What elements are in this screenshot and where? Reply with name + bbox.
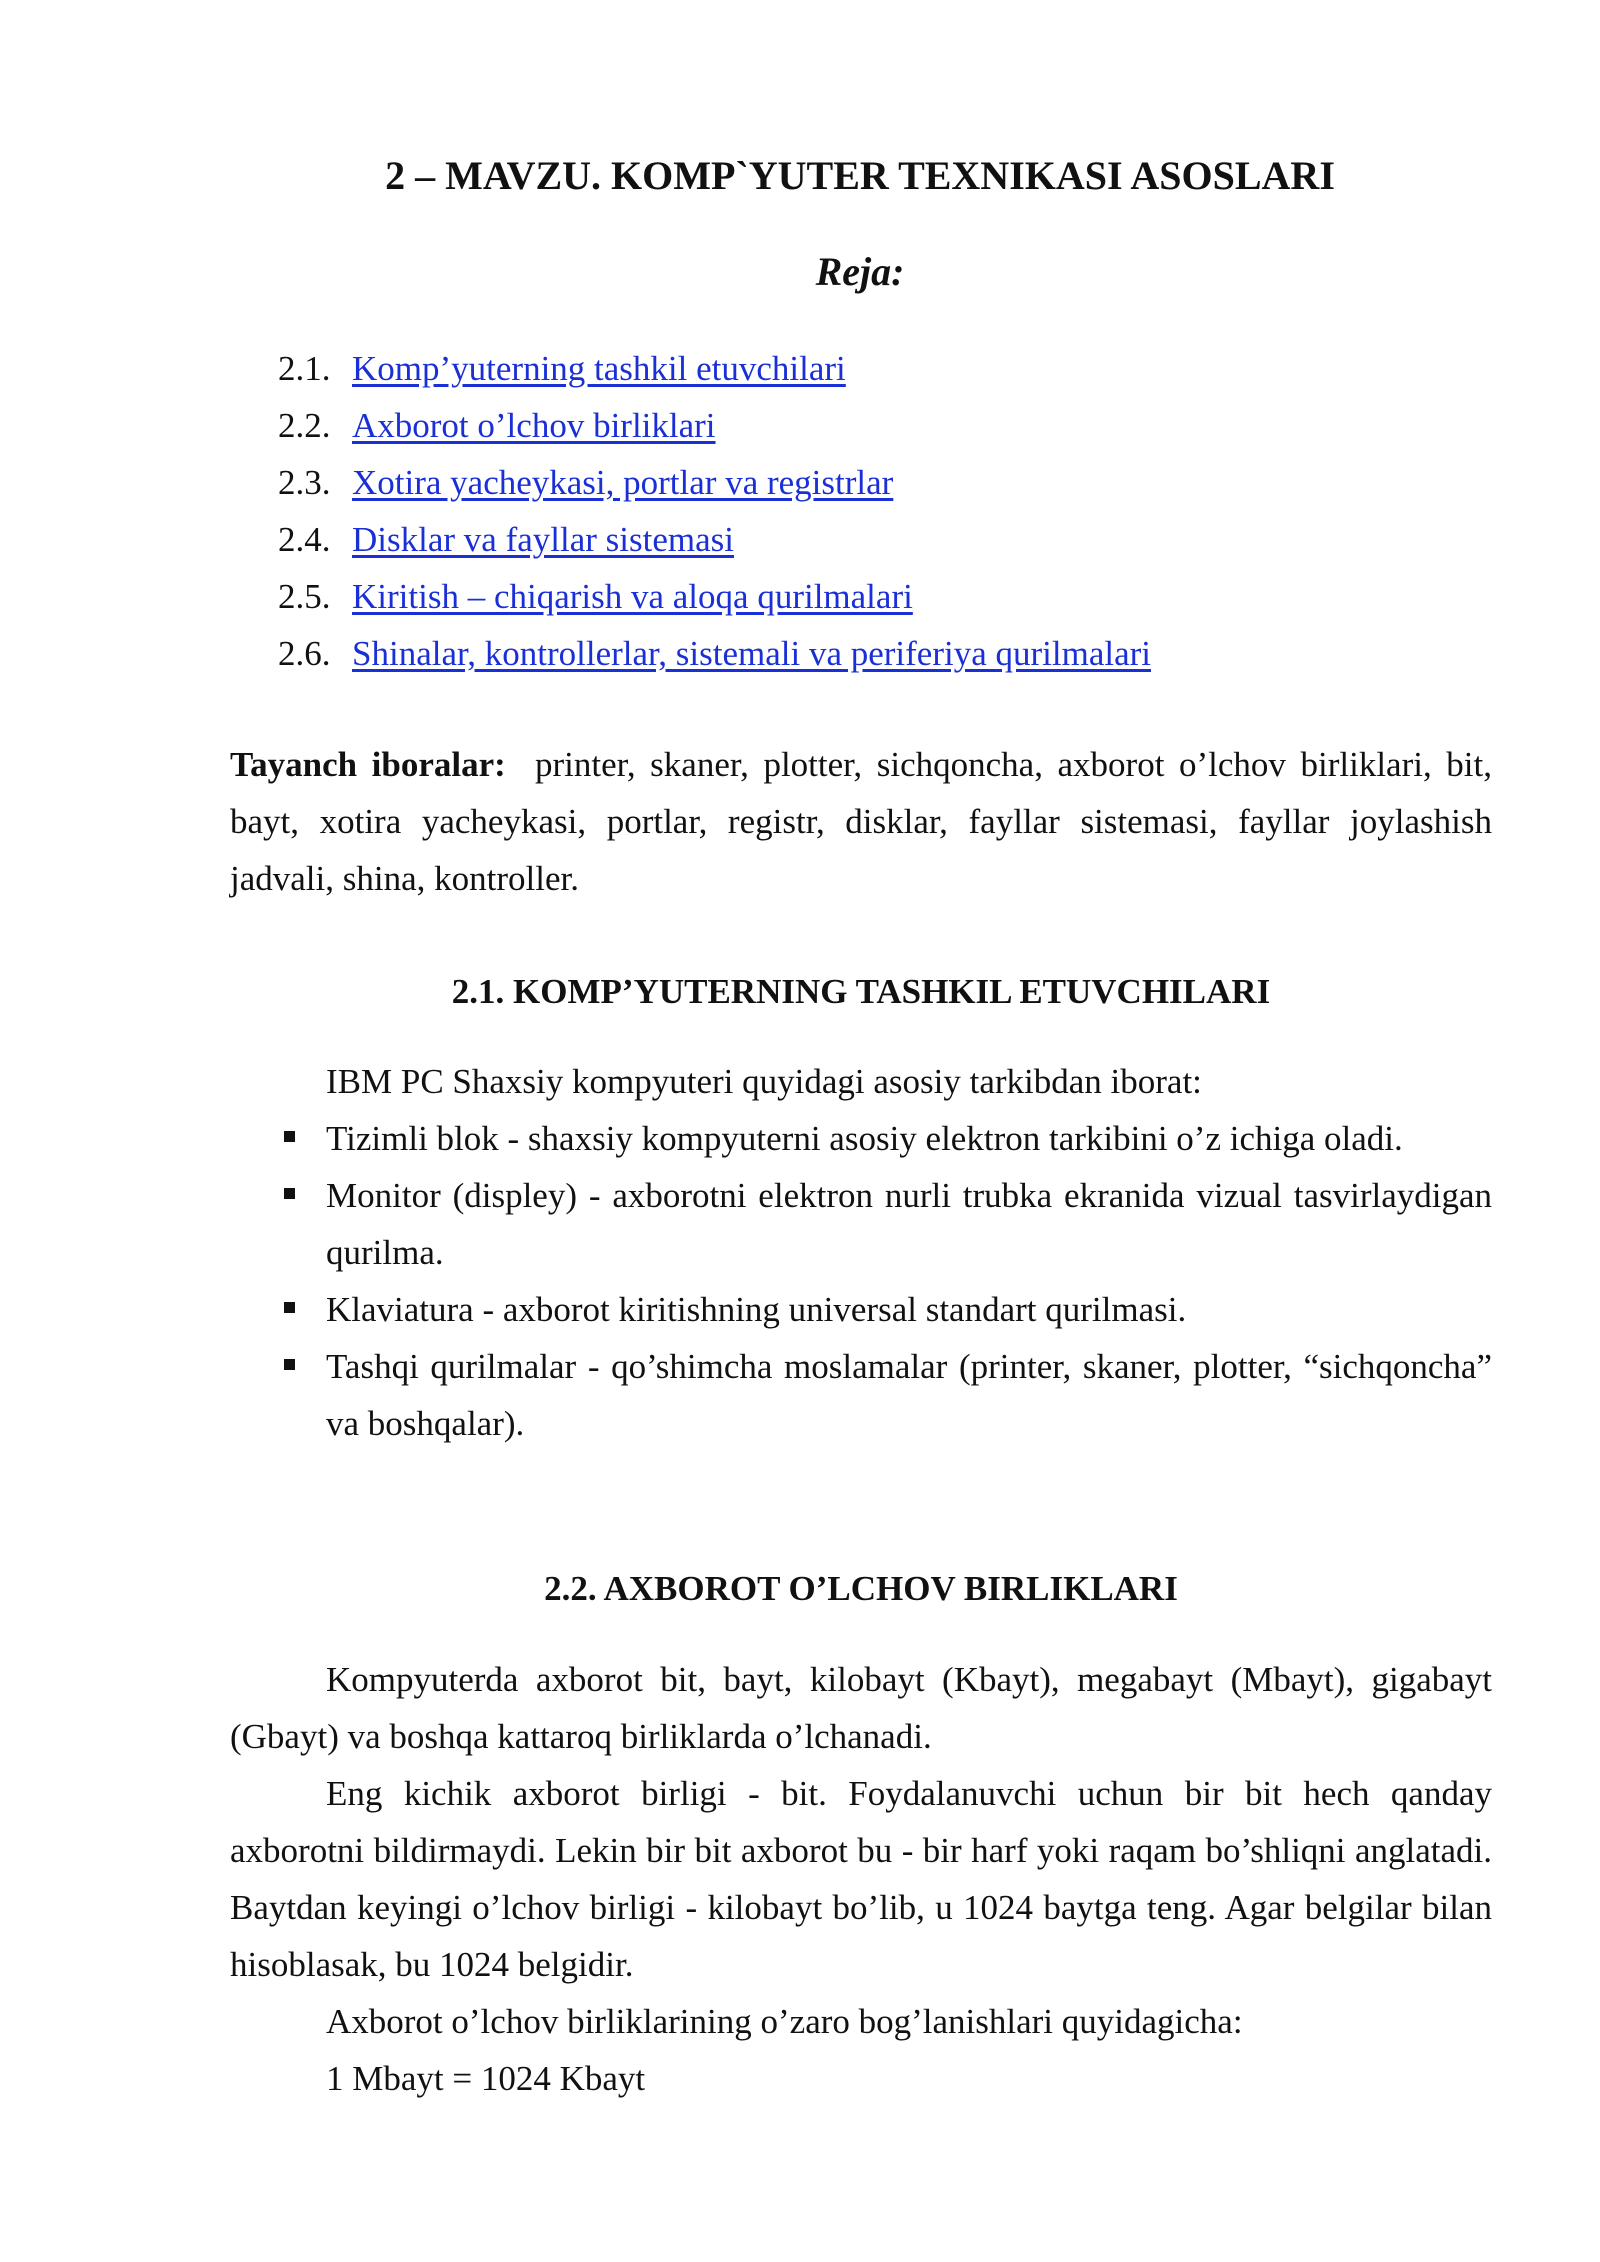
body-paragraph: Axborot o’lchov birliklarining o’zaro bog’lanishlari quyidagicha: (326, 2002, 1243, 2041)
toc-item (278, 454, 1151, 511)
components-list (230, 1110, 1492, 1452)
toc-item-number: 2.4. (278, 520, 331, 559)
toc-item-number: 2.3. (278, 463, 331, 502)
square-bullet-icon (284, 1188, 295, 1199)
section-body (230, 1651, 1492, 2107)
toc-item (278, 397, 1151, 454)
toc-link-2-3[interactable]: Xotira yacheykasi, portlar va registrlar (352, 463, 894, 502)
list-item-text: Klaviatura - axborot kiritishning universal standart qurilmasi. (326, 1290, 1187, 1329)
list-item (230, 1110, 1492, 1167)
list-item (230, 1281, 1492, 1338)
square-bullet-icon (284, 1131, 295, 1142)
toc-item (278, 511, 1151, 568)
list-item-text: Tashqi qurilmalar - qo’shimcha moslamalar (printer, skaner, plotter, “sichqoncha” va boshqalar). (326, 1347, 1492, 1443)
toc-link-2-4[interactable]: Disklar va fayllar sistemasi (352, 520, 734, 559)
toc-item-number: 2.5. (278, 577, 331, 616)
page-title: 2 – MAVZU. KOMP`YUTER TEXNIKASI ASOSLARI (385, 153, 1335, 198)
toc-item (278, 568, 1151, 625)
list-item (230, 1338, 1492, 1452)
keywords-text: printer, skaner, plotter, sichqoncha, axborot o’lchov birliklari, bit, bayt, xotira yacheykasi, portlar, registr, disklar, fayllar sistemasi, fayllar joylashish jadvali, shina, kontroller. (230, 745, 1492, 898)
section-heading-2-1: 2.1. KOMP’YUTERNING TASHKIL ETUVCHILARI (451, 972, 1271, 1011)
toc-item-number: 2.1. (278, 349, 331, 388)
toc-link-2-6[interactable]: Shinalar, kontrollerlar, sistemali va periferiya qurilmalari (352, 634, 1152, 673)
toc-item (278, 340, 1151, 397)
table-of-contents (278, 340, 1151, 682)
section-heading-2-2: 2.2. AXBOROT O’LCHOV BIRLIKLARI (544, 1569, 1178, 1608)
body-paragraph: 1 Mbayt = 1024 Kbayt (326, 2059, 646, 2098)
list-item-text: Tizimli blok - shaxsiy kompyuterni asosiy elektron tarkibini o’z ichiga oladi. (326, 1119, 1403, 1158)
toc-link-2-2[interactable]: Axborot o’lchov birliklari (352, 406, 716, 445)
toc-link-2-5[interactable]: Kiritish – chiqarish va aloqa qurilmalari (352, 577, 913, 616)
keywords-label: Tayanch iboralar: (230, 745, 506, 784)
list-item (230, 1167, 1492, 1281)
list-item-text: Monitor (displey) - axborotni elektron nurli trubka ekranida vizual tasvirlaydigan qurilma. (326, 1176, 1492, 1272)
body-paragraph: Eng kichik axborot birligi - bit. Foydalanuvchi uchun bir bit hech qanday axborotni bildirmaydi. Lekin bir bit axborot bu - bir harf yoki raqam bo’shliqni anglatadi. Baytdan keyingi o’lchov birligi - kilobayt bo’lib, u 1024 baytga teng. Agar belgilar bilan hisoblasak, bu 1024 belgidir. (230, 1774, 1492, 1984)
toc-item (278, 625, 1151, 682)
square-bullet-icon (284, 1359, 295, 1370)
keywords-paragraph (230, 736, 1492, 907)
toc-link-2-1[interactable]: Komp’yuterning tashkil etuvchilari (352, 349, 846, 388)
section-intro: IBM PC Shaxsiy kompyuteri quyidagi asosiy tarkibdan iborat: (326, 1062, 1202, 1101)
square-bullet-icon (284, 1302, 295, 1313)
toc-item-number: 2.6. (278, 634, 331, 673)
toc-item-number: 2.2. (278, 406, 331, 445)
body-paragraph: Kompyuterda axborot bit, bayt, kilobayt (Kbayt), megabayt (Mbayt), gigabayt (Gbayt) va boshqa kattaroq birliklarda o’lchanadi. (230, 1660, 1492, 1756)
plan-heading: Reja: (815, 249, 905, 294)
